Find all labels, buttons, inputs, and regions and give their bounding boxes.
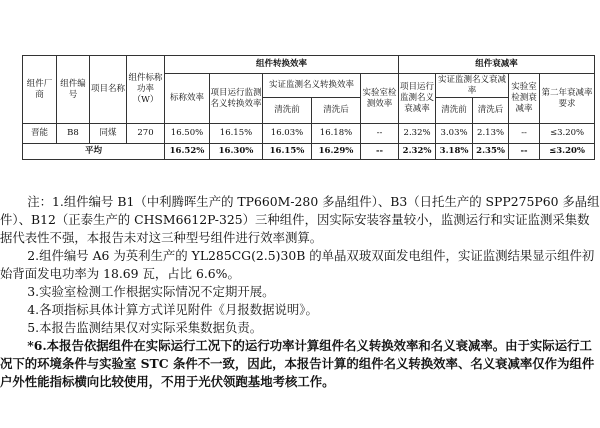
note-2: 2.组件编号 A6 为英利生产的 YL285CG(2.5)30B 的单晶双玻双面发电组件，实证监测结果显示组件初始背面发电功率为 18.69 瓦，占比 6.6%。 xyxy=(0,248,595,281)
note-4: 4.各项指标具体计算方式详见附件《月报数据说明》。 xyxy=(27,302,318,317)
header-run-nominal-efficiency: 项目运行监测名义转换效率 xyxy=(210,74,263,124)
header-lab-conversion: 实验室检测效率 xyxy=(361,74,399,124)
header-degradation-group: 组件衰减率 xyxy=(399,56,595,74)
header-nominal-efficiency: 标称效率 xyxy=(165,74,210,124)
cell-rated-power: 270 xyxy=(127,124,165,144)
header-run-nominal-degradation: 项目运行监测名义衰减率 xyxy=(399,74,436,124)
header-lab-degradation: 实验室检测衰减率 xyxy=(509,74,540,124)
avg-lab-conversion: -- xyxy=(361,144,399,160)
table-row xyxy=(23,124,595,144)
header-measured-degradation: 实证监测名义衰减率 xyxy=(436,74,509,98)
average-row xyxy=(23,144,595,160)
header-rated-power: 组件标称功率（W） xyxy=(127,56,165,124)
avg-deg-after: 2.35% xyxy=(473,144,509,160)
cell-module-id: B8 xyxy=(57,124,90,144)
header-deg-after-clean: 清洗后 xyxy=(473,98,509,124)
avg-year2-requirement: ≤3.20% xyxy=(540,144,595,160)
cell-year2-requirement: ≤3.20% xyxy=(540,124,595,144)
avg-conv-after: 16.29% xyxy=(312,144,361,160)
avg-nominal-efficiency: 16.52% xyxy=(165,144,210,160)
cell-nominal-efficiency: 16.50% xyxy=(165,124,210,144)
note-1: 注：1.组件编号 B1（中利腾晖生产的 TP660M-280 多晶组件）、B3（日托生产的 SPP275P60 多晶组件）、B12（正泰生产的 CHSM6612P-325）三种组件，因实际安装容量较小，监测运行和实证监测采集数据代表性不强，本报告未对这三种型号组件进行效率测算。 xyxy=(0,194,600,245)
note-5: 5.本报告监测结果仅对实际采集数据负责。 xyxy=(27,320,263,335)
header-project: 项目名称 xyxy=(90,56,127,124)
header-manufacturer: 组件厂商 xyxy=(23,56,57,124)
notes-section xyxy=(0,193,600,391)
cell-deg-before: 3.03% xyxy=(436,124,473,144)
avg-run-nominal-efficiency: 16.30% xyxy=(210,144,263,160)
cell-project: 同煤 xyxy=(90,124,127,144)
average-label: 平均 xyxy=(23,144,165,160)
avg-conv-before: 16.15% xyxy=(263,144,312,160)
cell-run-nominal-efficiency: 16.15% xyxy=(210,124,263,144)
header-measured-conversion: 实证监测名义转换效率 xyxy=(263,74,361,98)
avg-run-nominal-degradation: 2.32% xyxy=(399,144,436,160)
avg-lab-degradation: -- xyxy=(509,144,540,160)
header-year2-requirement: 第二年衰减率要求 xyxy=(540,74,595,124)
cell-manufacturer: 晋能 xyxy=(23,124,57,144)
cell-deg-after: 2.13% xyxy=(473,124,509,144)
header-conversion-group: 组件转换效率 xyxy=(165,56,399,74)
cell-lab-degradation: -- xyxy=(509,124,540,144)
avg-deg-before: 3.18% xyxy=(436,144,473,160)
header-module-id: 组件编号 xyxy=(57,56,90,124)
module-efficiency-table xyxy=(22,55,595,160)
note-3: 3.实验室检测工作根据实际情况不定期开展。 xyxy=(27,284,275,299)
cell-run-nominal-degradation: 2.32% xyxy=(399,124,436,144)
cell-lab-conversion: -- xyxy=(361,124,399,144)
header-deg-before-clean: 清洗前 xyxy=(436,98,473,124)
header-conv-before-clean: 清洗前 xyxy=(263,98,312,124)
header-conv-after-clean: 清洗后 xyxy=(312,98,361,124)
cell-conv-before: 16.03% xyxy=(263,124,312,144)
cell-conv-after: 16.18% xyxy=(312,124,361,144)
note-6: *6.本报告依据组件在实际运行工况下的运行功率计算组件名义转换效率和名义衰减率。由于实际运行工况下的环境条件与实验室 STC 条件不一致，因此，本报告计算的组件名义转换效率、名义衰减率仅作为组件户外性能指标横向比较使用，不用于光伏领跑基地考核工作。 xyxy=(0,338,595,389)
